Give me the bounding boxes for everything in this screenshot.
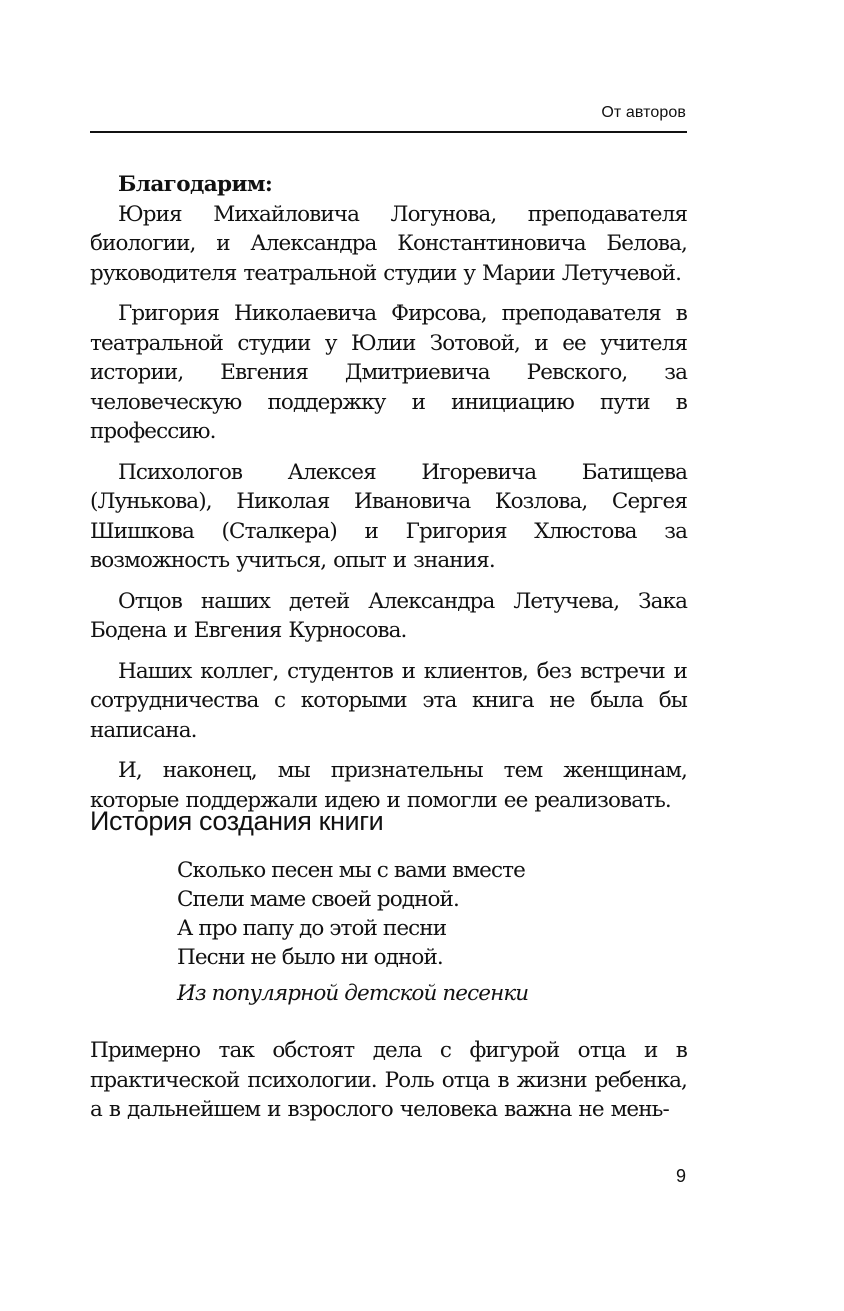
epigraph-source: Из популярной детской песенки (177, 981, 529, 1006)
closing-paragraph: Примерно так обстоят дела с фигурой отца и в практической психологии. Роль отца в жизни ребенка, а в дальнейшем и взрослого человека важна не мень- (90, 1038, 687, 1122)
acknowledgement-paragraph: Григория Николаевича Фирсова, преподавателя в театральной студии у Юлии Зотовой, и ее учителя истории, Евгения Дмитриевича Ревского, за человеческую поддержку и инициацию пути в профессию. (90, 301, 687, 444)
acknowledgements-heading: Благодарим: (118, 172, 273, 197)
acknowledgement-paragraph: И, наконец, мы признательны тем женщинам, которые поддержали идею и помогли ее реализовать. (90, 758, 687, 813)
page-number: 9 (675, 1166, 686, 1186)
acknowledgements (90, 170, 687, 826)
epigraph (177, 856, 528, 1008)
epigraph-line: Песни не было ни одной. (177, 945, 443, 970)
acknowledgement-paragraph: Наших коллег, студентов и клиентов, без встречи и сотрудничества с которыми эта книга не была бы написана. (90, 658, 687, 743)
section-title: История создания книги (90, 806, 384, 836)
acknowledgement-paragraph: Юрия Михайловича Логунова, преподавателя биологии, и Александра Константиновича Белова, руководителя театральной студии у Марии Летучевой. (90, 201, 687, 286)
body-text (90, 1036, 687, 1125)
running-head: От авторов (601, 104, 686, 121)
header-rule (90, 131, 687, 133)
acknowledgement-paragraph: Психологов Алексея Игоревича Батищева (Лунькова), Николая Ивановича Козлова, Сергея Шишкова (Сталкера) и Григория Хлюстова за возможность учиться, опыт и знания. (90, 459, 687, 573)
epigraph-line: Сколько песен мы с вами вместе (177, 858, 525, 883)
acknowledgement-paragraph: Отцов наших детей Александра Летучева, Зака Бодена и Евгения Курносова. (90, 588, 687, 643)
epigraph-line: Спели маме своей родной. (177, 887, 459, 912)
epigraph-line: А про папу до этой песни (177, 916, 447, 941)
